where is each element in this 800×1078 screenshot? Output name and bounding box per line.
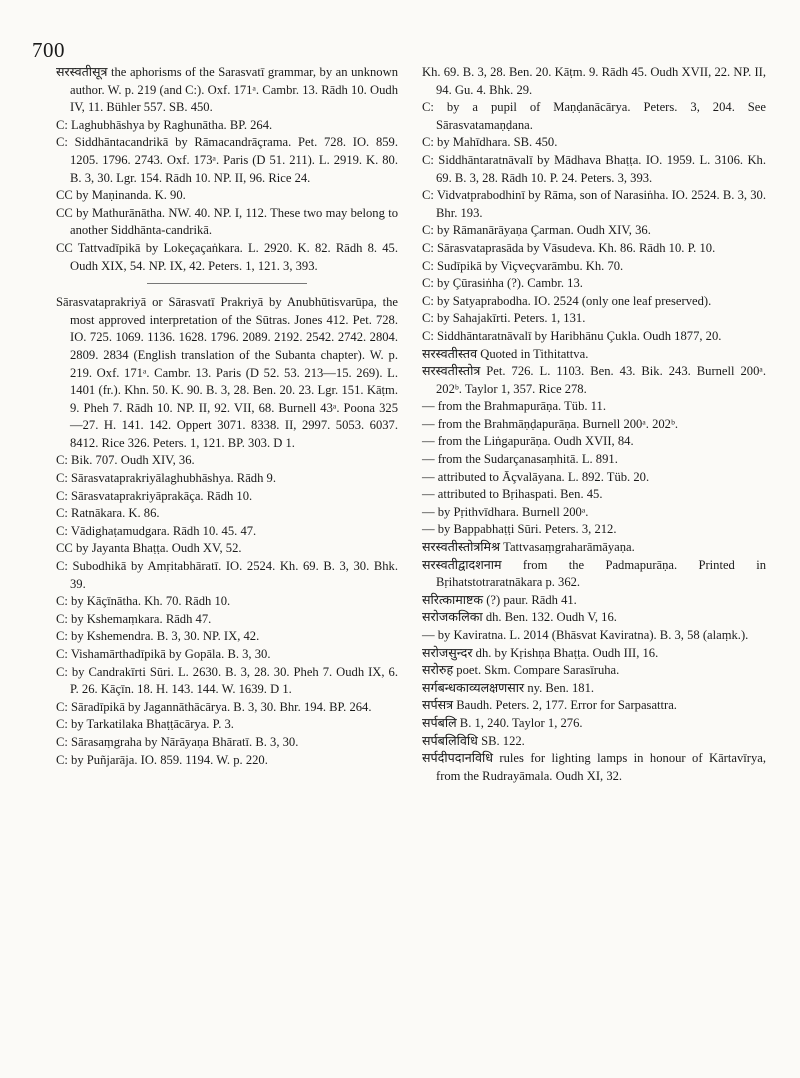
entry-headword: सरस्वतीद्वादशनाम from the Padmapurāṇa. Printed in Bṛihatstotraratnākara p. 362. — [422, 557, 766, 590]
entry-commentary: C: by Sahajakīrti. Peters. 1, 131. — [422, 311, 586, 326]
entry-subentry: — by Bappabhaṭṭi Sūri. Peters. 3, 212. — [422, 522, 617, 537]
entry-headword: सर्पबलि B. 1, 240. Taylor 1, 276. — [422, 715, 583, 730]
entry-sarasvatistotra: सरस्वतीस्तोत्र Pet. 726. L. 1103. Ben. 43. Bik. 243. Burnell 200ᵃ. 202ᵇ. Taylor 1, 357. Rice 278. — [422, 364, 766, 396]
entry-headword: सर्पदीपदानविधि rules for lighting lamps in honour of Kārtavīrya, from the Rudrayāmala. Oudh XI, 32. — [422, 751, 766, 783]
entry-commentary: C: by a pupil of Maṇḍanācārya. Peters. 3, 204. See Sārasvatamaṇḍana. — [422, 100, 766, 132]
entry-subentry: — from the Liṅgapurāṇa. Oudh XVII, 84. — [422, 434, 634, 449]
entry-commentary: CC by Jayanta Bhaṭṭa. Oudh XV, 52. — [56, 541, 242, 556]
entry-subentry: — from the Brahmāṇḍapurāṇa. Burnell 200ᵃ. 202ᵇ. — [422, 416, 679, 431]
entry-headword: सर्गबन्धकाव्यलक्षणसार ny. Ben. 181. — [422, 680, 595, 695]
entry-commentary: C: Sārasvataprasāda by Vāsudeva. Kh. 86. Rādh 10. P. 10. — [422, 240, 716, 255]
entry-headword: सरित्कामाष्टक (?) paur. Rādh 41. — [422, 592, 577, 607]
entry-commentary: C: by Satyaprabodha. IO. 2524 (only one leaf preserved). — [422, 293, 712, 308]
entry-headword: सरोजकलिका dh. Ben. 132. Oudh V, 16. — [422, 610, 617, 625]
entry-headword: सर्पसत्र Baudh. Peters. 2, 177. Error for Sarpasattra. — [422, 698, 677, 713]
entry-commentary: C: Sārasaṃgraha by Nārāyaṇa Bhāratī. B. 3, 30. — [56, 734, 299, 749]
entry-commentary: C: Siddhāntaratnāvalī by Mādhava Bhaṭṭa. IO. 1959. L. 3106. Kh. 69. B. 3, 28. Rādh 10. P. 24. Peters. 3, 393. — [422, 152, 766, 185]
entry-commentary: C: Subodhikā by Amṛitabhāratī. IO. 2524. Kh. 69. B. 3, 30. Bhk. 39. — [56, 559, 398, 591]
entry-commentary: C: Bik. 707. Oudh XIV, 36. — [56, 453, 195, 468]
entry-commentary: C: by Kshemaṃkara. Rādh 47. — [56, 611, 212, 626]
entry-commentary: C: by Kāçīnātha. Kh. 70. Rādh 10. — [56, 594, 231, 609]
entry-tattvadipika: CC Tattvadīpikā by Lokeçaçaṅkara. L. 2920. K. 82. Rādh 8. 45. Oudh XIX, 54. NP. IX, 42. Peters. 1, 121. 3, 393. — [56, 240, 398, 273]
page-number: 700 — [32, 38, 65, 62]
entry-commentary: C: by Rāmanārāyaṇa Çarman. Oudh XIV, 36. — [422, 223, 651, 238]
entry-sarasvataprakriya: Sārasvataprakriyā or Sārasvatī Prakriyā by Anubhūtisvarūpa, the most approved interpretation of the Sūtras. Jones 412. Pet. 728. IO. 725. 1069. 1136. 1628. 1796. 2089. 2192. 2542. 2742. 2804. 2809. 2834 (English translation of the Subanta chapter). W. p. 219. Oxf. 171ᵃ. Cambr. 13. Paris (D 52. 53. 213—15. 269). L. 1401 (fr.). Khn. 50. K. 90. B. 3, 28. Ben. 20. 23. Lgr. 151. Kāṭm. 9. Pheh 7. Rādh 10. NP. II, 92. VII, 68. Burnell 43ᵃ. Poona 325—27. H. 141. 142. Oppert 3071. 8338. II, 2997. 5053. 6037. 8412. Rice 326. Peters. 1, 121. BP. 303. D 1. — [56, 295, 398, 450]
entry-sarasvatistava: सरस्वतीस्तव Quoted in Tithitattva. — [422, 346, 589, 361]
entry-siddhantacandrika: C: Siddhāntacandrikā by Rāmacandrāçrama. Pet. 728. IO. 859. 1205. 1796. 2743. Oxf. 173ᵃ. Paris (D 51. 211). L. 2919. K. 80. B. 3, 30. Lgr. 154. Rādh 10. NP. II, 96. Rice 24. — [56, 135, 398, 185]
entry-headword: सरोरुह poet. Skm. Compare Sarasīruha. — [422, 663, 620, 678]
entry-subentry: — by Pṛithvīdhara. Burnell 200ᵃ. — [422, 504, 589, 519]
entry-mathuranatha: CC by Mathurānātha. NW. 40. NP. I, 112. These two may belong to another Siddhānta-candrikā. — [56, 205, 398, 238]
entry-commentary: C: by Kshemendra. B. 3, 30. NP. IX, 42. — [56, 629, 260, 644]
entry-headword: सरस्वतीस्तोत्रमिश्र Tattvasaṃgraharāmāyaṇa. — [422, 540, 635, 555]
entry-commentary: C: Vishamārthadīpikā by Gopāla. B. 3, 30. — [56, 647, 271, 661]
entry-subentry: — attributed to Bṛihaspati. Ben. 45. — [422, 487, 603, 502]
left-column — [56, 64, 398, 769]
entry-commentary: C: Vidvatprabodhinī by Rāma, son of Narasiṅha. IO. 2524. B. 3, 30. Bhr. 193. — [422, 188, 766, 220]
entry-commentary: C: Sārasvataprakriyāprakāça. Rādh 10. — [56, 488, 253, 503]
entry-group-prakriya — [56, 294, 398, 769]
entry-subentry: — from the Brahmapurāṇa. Tüb. 11. — [422, 399, 606, 414]
entry-commentary: C: Sārasvataprakriyālaghubhāshya. Rādh 9. — [56, 471, 276, 486]
entry-group-siddhanta — [56, 64, 398, 275]
entry-commentary: C: by Çūrasiṅha (?). Cambr. 13. — [422, 276, 583, 291]
entry-laghubhashya: C: Laghubhāshya by Raghunātha. BP. 264. — [56, 117, 273, 132]
entry-commentary: C: Siddhāntaratnāvalī by Haribhānu Çukla. Oudh 1877, 20. — [422, 328, 722, 343]
section-divider — [147, 283, 307, 284]
entry-manninanda: CC by Maṇinanda. K. 90. — [56, 188, 186, 203]
entry-group-stotra — [422, 346, 766, 786]
entry-group-continued — [422, 64, 766, 346]
entry-commentary: C: Vādighaṭamudgara. Rādh 10. 45. 47. — [56, 523, 257, 538]
entry-commentary: C: by Puñjarāja. IO. 859. 1194. W. p. 220. — [56, 752, 268, 767]
entry-sarasvatisutra: सरस्वतीसूत्र the aphorisms of the Sarasvatī grammar, by an unknown author. W. p. 219 (and C:). Oxf. 171ᵃ. Cambr. 13. Rādh 10. Oudh IV, 11. Bühler 557. SB. 450. — [56, 65, 398, 115]
entry-commentary: C: Sāradīpikā by Jagannāthācārya. B. 3, 30. Bhr. 194. BP. 264. — [56, 699, 372, 714]
entry-subentry: — from the Sudarçanasaṃhitā. L. 891. — [422, 452, 618, 467]
entry-subentry: — attributed to Āçvalāyana. L. 892. Tüb. 20. — [422, 469, 650, 484]
entry-commentary: C: by Tarkatilaka Bhaṭṭācārya. P. 3. — [56, 717, 234, 732]
entry-commentary: C: by Mahīdhara. SB. 450. — [422, 135, 558, 150]
entry-headword: सरोजसुन्दर dh. by Kṛishṇa Bhaṭṭa. Oudh III, 16. — [422, 645, 659, 660]
entry-commentary: C: by Candrakīrti Sūri. L. 2630. B. 3, 28. 30. Pheh 7. Oudh IX, 6. P. 26. Kāçīn. 18. H. 143. 144. W. 1639. D 1. — [56, 664, 398, 697]
entry-commentary: C: Sudīpikā by Viçveçvarāmbu. Kh. 70. — [422, 258, 624, 273]
right-column — [422, 64, 766, 785]
entry-commentary: C: Ratnākara. K. 86. — [56, 506, 160, 521]
entry-headword: सर्पबलिविधि SB. 122. — [422, 733, 525, 748]
entry-continuation: Kh. 69. B. 3, 28. Ben. 20. Kāṭm. 9. Rādh 45. Oudh XVII, 22. NP. II, 94. Gu. 4. Bhk. 29. — [422, 65, 766, 97]
entry-subentry: — by Kaviratna. L. 2014 (Bhāsvat Kaviratna). B. 3, 58 (alaṃk.). — [422, 628, 749, 642]
